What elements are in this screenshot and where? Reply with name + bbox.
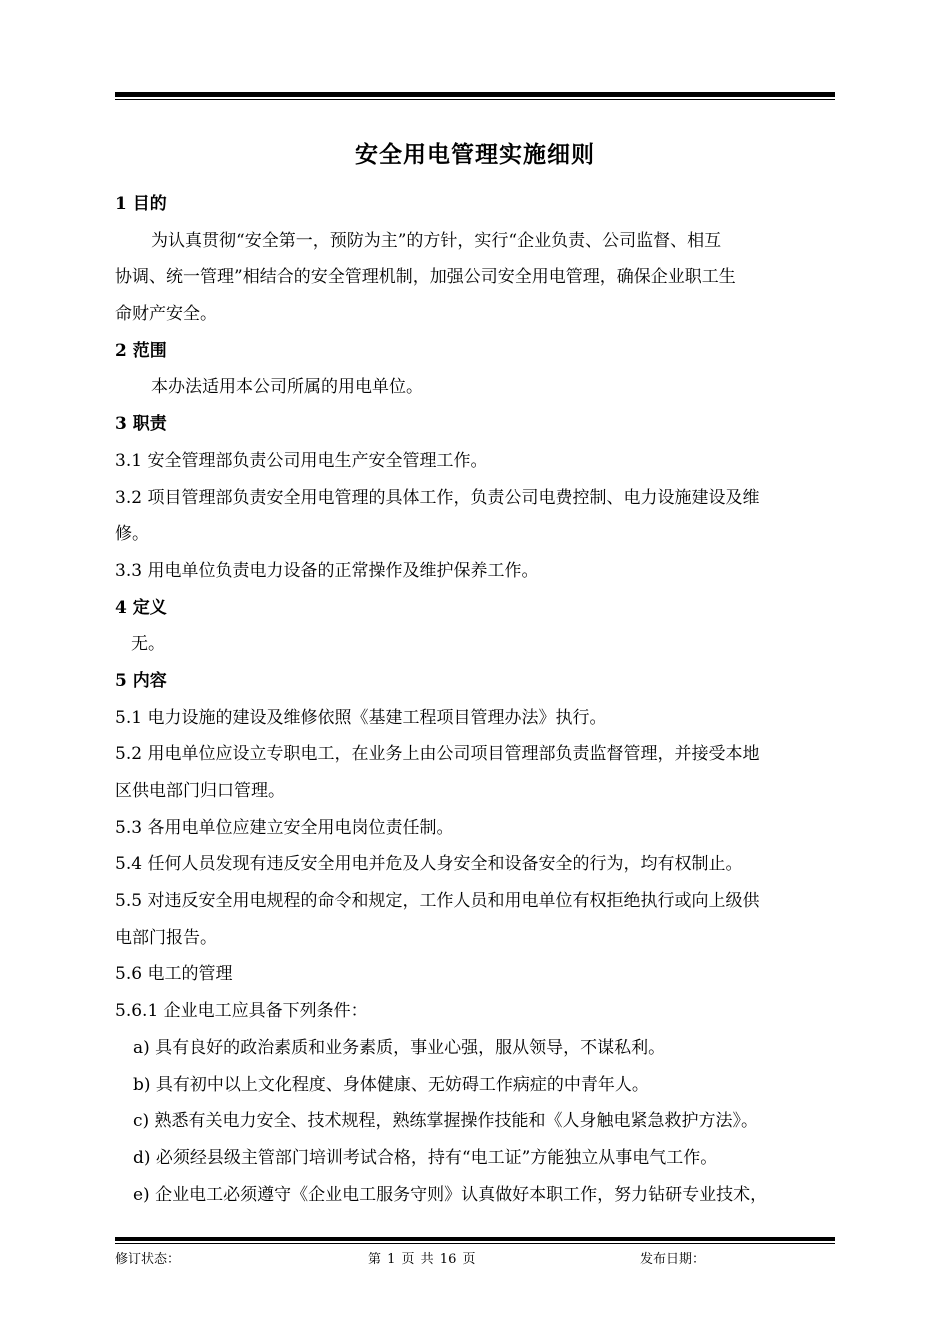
body-line: e) 企业电工必须遵守《企业电工服务守则》认真做好本职工作，努力钻研专业技术， [133,1184,768,1205]
body-line: 3.1 安全管理部负责公司用电生产安全管理工作。 [115,450,488,471]
body-line: 5.4 任何人员发现有违反安全用电并危及人身安全和设备安全的行为，均有权制止。 [115,854,743,875]
document-title: 安全用电管理实施细则 [355,141,595,168]
body-line: 电部门报告。 [115,927,217,948]
body-line: 区供电部门归口管理。 [115,781,285,801]
body-line: 无。 [131,634,165,655]
body-line: b) 具有初中以上文化程度、身体健康、无妨碍工作病症的中青年人。 [133,1074,649,1095]
section-heading: 1 目的 [115,194,167,214]
footer-page-number: 第 1 页 共 16 页 [368,1252,476,1267]
body-line: 5.3 各用电单位应建立安全用电岗位责任制。 [115,817,454,838]
section-heading: 4 定义 [115,597,167,618]
body-line: 协调、统一管理”相结合的安全管理机制，加强公司安全用电管理，确保企业职工生 [115,267,736,288]
body-line: d) 必须经县级主管部门培训考试合格，持有“电工证”方能独立从事电气工作。 [133,1147,718,1168]
footer-publish-date: 发布日期： [640,1252,706,1267]
body-line: 5.6 电工的管理 [115,964,233,985]
body-line: 5.2 用电单位应设立专职电工，在业务上由公司项目管理部负责监督管理，并接受本地 [115,744,760,765]
section-heading: 2 范围 [115,340,167,361]
footer-rule-thin [115,1243,835,1244]
body-line: 5.6.1 企业电工应具备下列条件： [115,1001,368,1022]
section-heading: 5 内容 [115,670,167,691]
body-line: 3.3 用电单位负责电力设备的正常操作及维护保养工作。 [115,560,539,581]
section-heading: 3 职责 [115,414,167,435]
body-line: c) 熟悉有关电力安全、技术规程，熟练掌握操作技能和《人身触电紧急救护方法》。 [133,1111,759,1132]
body-line: 为认真贯彻“安全第一，预防为主”的方针，实行“企业负责、公司监督、相互 [151,230,722,251]
footer-rule-thick [115,1237,835,1241]
body-line: 5.1 电力设施的建设及维修依照《基建工程项目管理办法》执行。 [115,707,607,728]
body-line: 本办法适用本公司所属的用电单位。 [151,377,423,398]
body-line: 3.2 项目管理部负责安全用电管理的具体工作，负责公司电费控制、电力设施建设及维 [115,487,760,508]
body-line: 命财产安全。 [115,304,217,325]
body-line: a) 具有良好的政治素质和业务素质，事业心强，服从领导，不谋私利。 [133,1037,666,1058]
header-rule-thick [115,92,835,97]
body-line: 修。 [115,524,149,545]
footer-revision-status: 修订状态： [115,1252,181,1267]
document-body [115,186,839,1213]
header-rule-thin [115,99,835,100]
body-line: 5.5 对违反安全用电规程的命令和规定，工作人员和用电单位有权拒绝执行或向上级供 [115,891,760,912]
